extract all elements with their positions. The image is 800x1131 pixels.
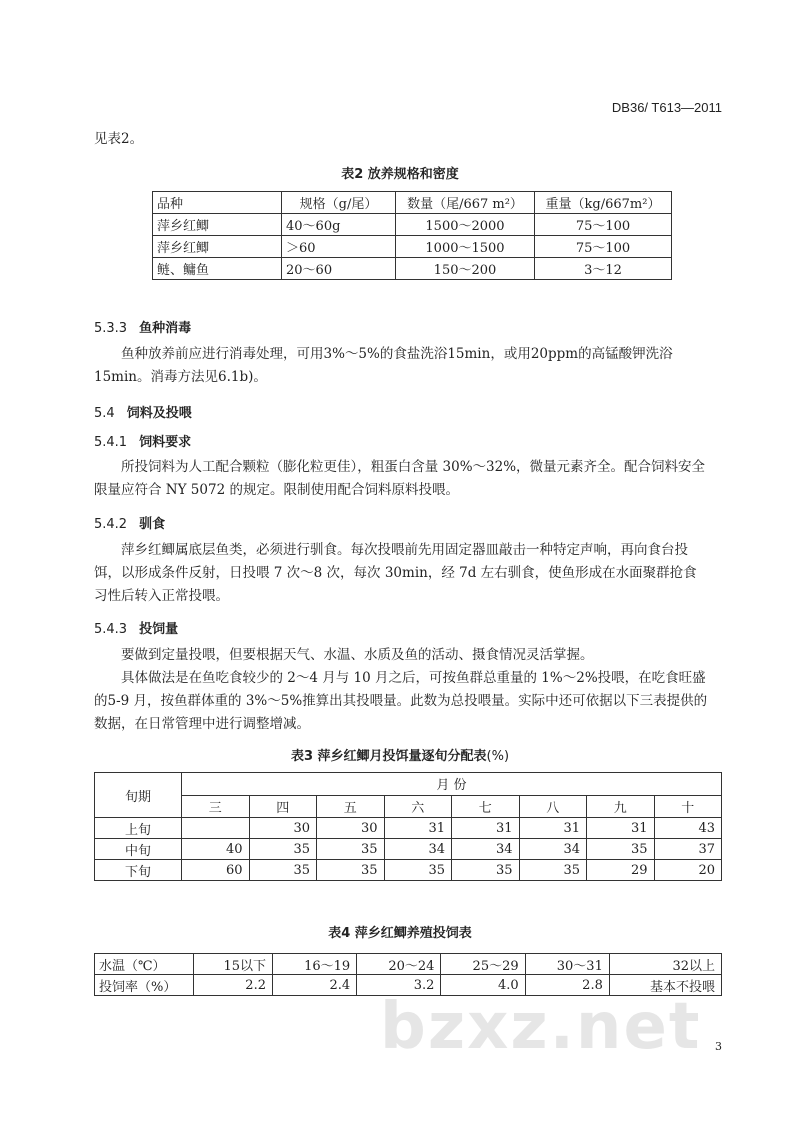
section-title: 鱼种消毒 [139,321,192,336]
section-number: 5.3.3 [94,321,128,336]
table3-cell: 35 [317,839,385,860]
table-row [153,258,672,280]
table3-month: 四 [249,795,317,818]
table2-cell: 75～100 [535,236,672,258]
section-number: 5.4 [94,406,115,421]
table-row [153,236,672,258]
table3-cell: 43 [654,818,722,839]
table3-month: 三 [182,795,250,818]
table3-month-row [95,795,722,818]
section-title: 饲料要求 [139,435,192,450]
table3-cell: 29 [587,860,655,881]
table2-header-cell: 品种 [153,192,282,214]
table3-cell: 30 [249,818,317,839]
section-5-4-2-heading [94,513,165,532]
table3-row-label: 下旬 [95,860,182,881]
table4-cell: 3.2 [357,975,441,996]
table4-row-label: 水温（℃） [95,954,194,975]
table4-cell: 2.8 [525,975,609,996]
table2-header-cell: 重量（kg/667m²） [535,192,672,214]
table-row [95,818,722,839]
table3-cell: 31 [384,818,452,839]
section-number: 5.4.3 [94,622,128,637]
section-number: 5.4.1 [94,435,128,450]
table3-cell: 34 [384,839,452,860]
table4-cell: 30～31 [525,954,609,975]
table3-month: 八 [519,795,587,818]
table3-cell: 20 [654,860,722,881]
table2-cell: 20～60 [282,258,396,280]
table3-row-header: 旬期 [95,773,182,818]
table4-cell: 2.2 [194,975,273,996]
section-title: 投饲量 [139,622,179,637]
table3-cell [182,818,250,839]
table3-cell: 37 [654,839,722,860]
table3-cell: 35 [249,860,317,881]
table4-cell: 15以下 [194,954,273,975]
table2-cell: 鲢、鳙鱼 [153,258,282,280]
table3-unit: (%) [486,749,510,764]
table3-row-label: 上旬 [95,818,182,839]
table3-cell: 60 [182,860,250,881]
table3-group-header: 月 份 [182,773,722,796]
table3-month: 七 [452,795,520,818]
section-5-3-3-text: 鱼种放养前应进行消毒处理，可用3%～5%的食盐洗浴15min，或用20ppm的高锰酸钾洗浴15min。消毒方法见6.1b)。 [94,346,673,385]
table2-cell: 1500～2000 [396,214,535,236]
table3-cell: 31 [452,818,520,839]
table4-cell: 20～24 [357,954,441,975]
table3-caption-text: 表3 萍乡红鲫月投饵量逐旬分配表 [290,749,487,764]
table4-cell: 16～19 [272,954,356,975]
table3-cell: 35 [519,860,587,881]
table2-header-row [153,192,672,214]
table3-cell: 34 [452,839,520,860]
section-title: 饲料及投喂 [126,406,192,421]
table3-caption [0,745,800,764]
table2-cell: ＞60 [282,236,396,258]
section-title: 驯食 [139,517,166,532]
section-number: 5.4.2 [94,517,128,532]
table3-cell: 31 [587,818,655,839]
intro-line: 见表2。 [94,131,144,147]
table2-header-cell: 数量（尾/667 m²） [396,192,535,214]
table2-caption: 表2 放养规格和密度 [341,167,459,182]
table3-month: 五 [317,795,385,818]
table4-cell: 基本不投喂 [609,975,721,996]
table2-header-cell: 规格（g/尾） [282,192,396,214]
table-row [153,214,672,236]
table2-cell: 150～200 [396,258,535,280]
section-5-4-2-text: 萍乡红鲫属底层鱼类，必须进行驯食。每次投喂前先用固定器皿敲击一种特定声响，再向食台投饵，以形成条件反射，日投喂 7 次～8 次，每次 30min，经 7d 左右驯食，使鱼形成在水面聚群抢食习性后转入正常投喂。 [94,542,697,604]
section-5-3-3-heading [94,317,191,336]
table4-cell: 32以上 [609,954,721,975]
page-number: 3 [715,1040,722,1053]
table3-month: 九 [587,795,655,818]
document-code: DB36/ T613—2011 [611,100,722,115]
table3-row-label: 中旬 [95,839,182,860]
table4-row-label: 投饲率（%） [95,975,194,996]
table3-month: 六 [384,795,452,818]
table-row [95,839,722,860]
watermark: bzxz.net [380,990,702,1064]
table2-cell: 1000～1500 [396,236,535,258]
section-5-4-3-text-1: 要做到定量投喂，但要根据天气、水温、水质及鱼的活动、摄食情况灵活掌握。 [121,647,594,663]
table3 [94,772,722,881]
section-5-4-3-heading [94,618,178,637]
table2-cell: 萍乡红鲫 [153,236,282,258]
table2-cell: 75～100 [535,214,672,236]
table3-header-row [95,773,722,796]
table-row [95,860,722,881]
table2-cell: 萍乡红鲫 [153,214,282,236]
table3-cell: 34 [519,839,587,860]
table3-cell: 40 [182,839,250,860]
table4-cell: 2.4 [272,975,356,996]
table4-caption: 表4 萍乡红鲫养殖投饲表 [328,926,472,941]
table3-cell: 35 [587,839,655,860]
table3-cell: 35 [249,839,317,860]
table3-cell: 35 [452,860,520,881]
section-5-4-3-text-2: 具体做法是在鱼吃食较少的 2～4 月与 10 月之后，可按鱼群总重量的 1%～2%投喂，在吃食旺盛的5-9 月，按鱼群体重的 3%～5%推算出其投喂量。此数为总投喂量。实际中还可依据以下三表提供的数据，在日常管理中进行调整增减。 [94,670,708,732]
section-5-4-heading [94,402,192,421]
table3-cell: 35 [317,860,385,881]
section-5-4-1-heading [94,431,191,450]
table3-cell: 30 [317,818,385,839]
table4-cell: 25～29 [441,954,525,975]
table2-cell: 3～12 [535,258,672,280]
table3-cell: 31 [519,818,587,839]
table2-cell: 40～60g [282,214,396,236]
section-5-4-1-text: 所投饲料为人工配合颗粒（膨化粒更佳），粗蛋白含量 30%～32%，微量元素齐全。配合饲料安全限量应符合 NY 5072 的规定。限制使用配合饲料原料投喂。 [94,459,706,498]
table3-month: 十 [654,795,722,818]
table2 [152,191,672,280]
table3-cell: 35 [384,860,452,881]
table-row [95,954,722,975]
table4-cell: 4.0 [441,975,525,996]
